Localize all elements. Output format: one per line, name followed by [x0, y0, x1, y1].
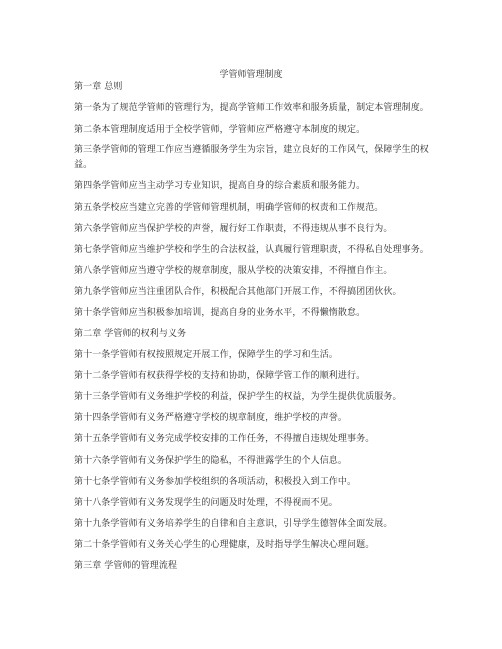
article-11: 第十一条学管师有权按照规定开展工作，保障学生的学习和生活。 [74, 350, 338, 360]
article-4: 第四条学管师应当主动学习专业知识，提高自身的综合素质和服务能力。 [74, 181, 366, 191]
article-3: 第三条学管师的管理工作应当遵循服务学生为宗旨，建立良好的工作风气，保障学生的权益。 [74, 145, 429, 170]
article-12: 第十二条学管师有权获得学校的支持和协助，保障学管工作的顺利进行。 [74, 371, 366, 381]
article-19: 第十九条学管师有义务培养学生的自律和自主意识，引导学生德智体全面发展。 [74, 519, 393, 529]
article-8: 第八条学管师应当遵守学校的规章制度，服从学校的决策安排，不得擅自作主。 [74, 266, 393, 276]
chapter-heading-3: 第三章 学管师的管理流程 [74, 561, 178, 571]
article-15: 第十五条学管师有义务完成学校安排的工作任务，不得擅自违规处理事务。 [74, 434, 375, 444]
article-5: 第五条学校应当建立完善的学管师管理机制，明确学管师的权责和工作规范。 [74, 203, 384, 213]
article-14: 第十四条学管师有义务严格遵守学校的规章制度，维护学校的声誉。 [74, 413, 348, 423]
article-6: 第六条学管师应当保护学校的声誉，履行好工作职责，不得违规从事不良行为。 [74, 224, 393, 234]
article-17: 第十七条学管师有义务参加学校组织的各项活动，积极投入到工作中。 [74, 477, 357, 487]
chapter-heading-1: 第一章 总则 [74, 82, 123, 92]
article-9: 第九条学管师应当注重团队合作，积极配合其他部门开展工作，不得搞团团伙伙。 [74, 287, 402, 297]
article-1: 第一条为了规范学管师的管理行为，提高学管师工作效率和服务质量，制定本管理制度。 [74, 103, 429, 113]
article-7: 第七条学管师应当维护学校和学生的合法权益，认真履行管理职责，不得私自处理事务。 [74, 245, 429, 255]
article-18: 第十八条学管师有义务发现学生的问题及时处理，不得视而不见。 [74, 498, 338, 508]
article-13: 第十三条学管师有义务维护学校的利益，保护学生的权益，为学生提供优质服务。 [74, 392, 402, 402]
article-16: 第十六条学管师有义务保护学生的隐私，不得泄露学生的个人信息。 [74, 456, 348, 466]
article-2: 第二条本管理制度适用于全校学管师，学管师应严格遵守本制度的规定。 [74, 125, 366, 135]
article-20: 第二十条学管师有义务关心学生的心理健康，及时指导学生解决心理问题。 [74, 540, 375, 550]
article-10: 第十条学管师应当积极参加培训，提高自身的业务水平，不得懒惰散怠。 [74, 308, 366, 318]
chapter-heading-2: 第二章 学管师的权利与义务 [74, 329, 187, 339]
document-title: 学管师管理制度 [219, 70, 283, 80]
